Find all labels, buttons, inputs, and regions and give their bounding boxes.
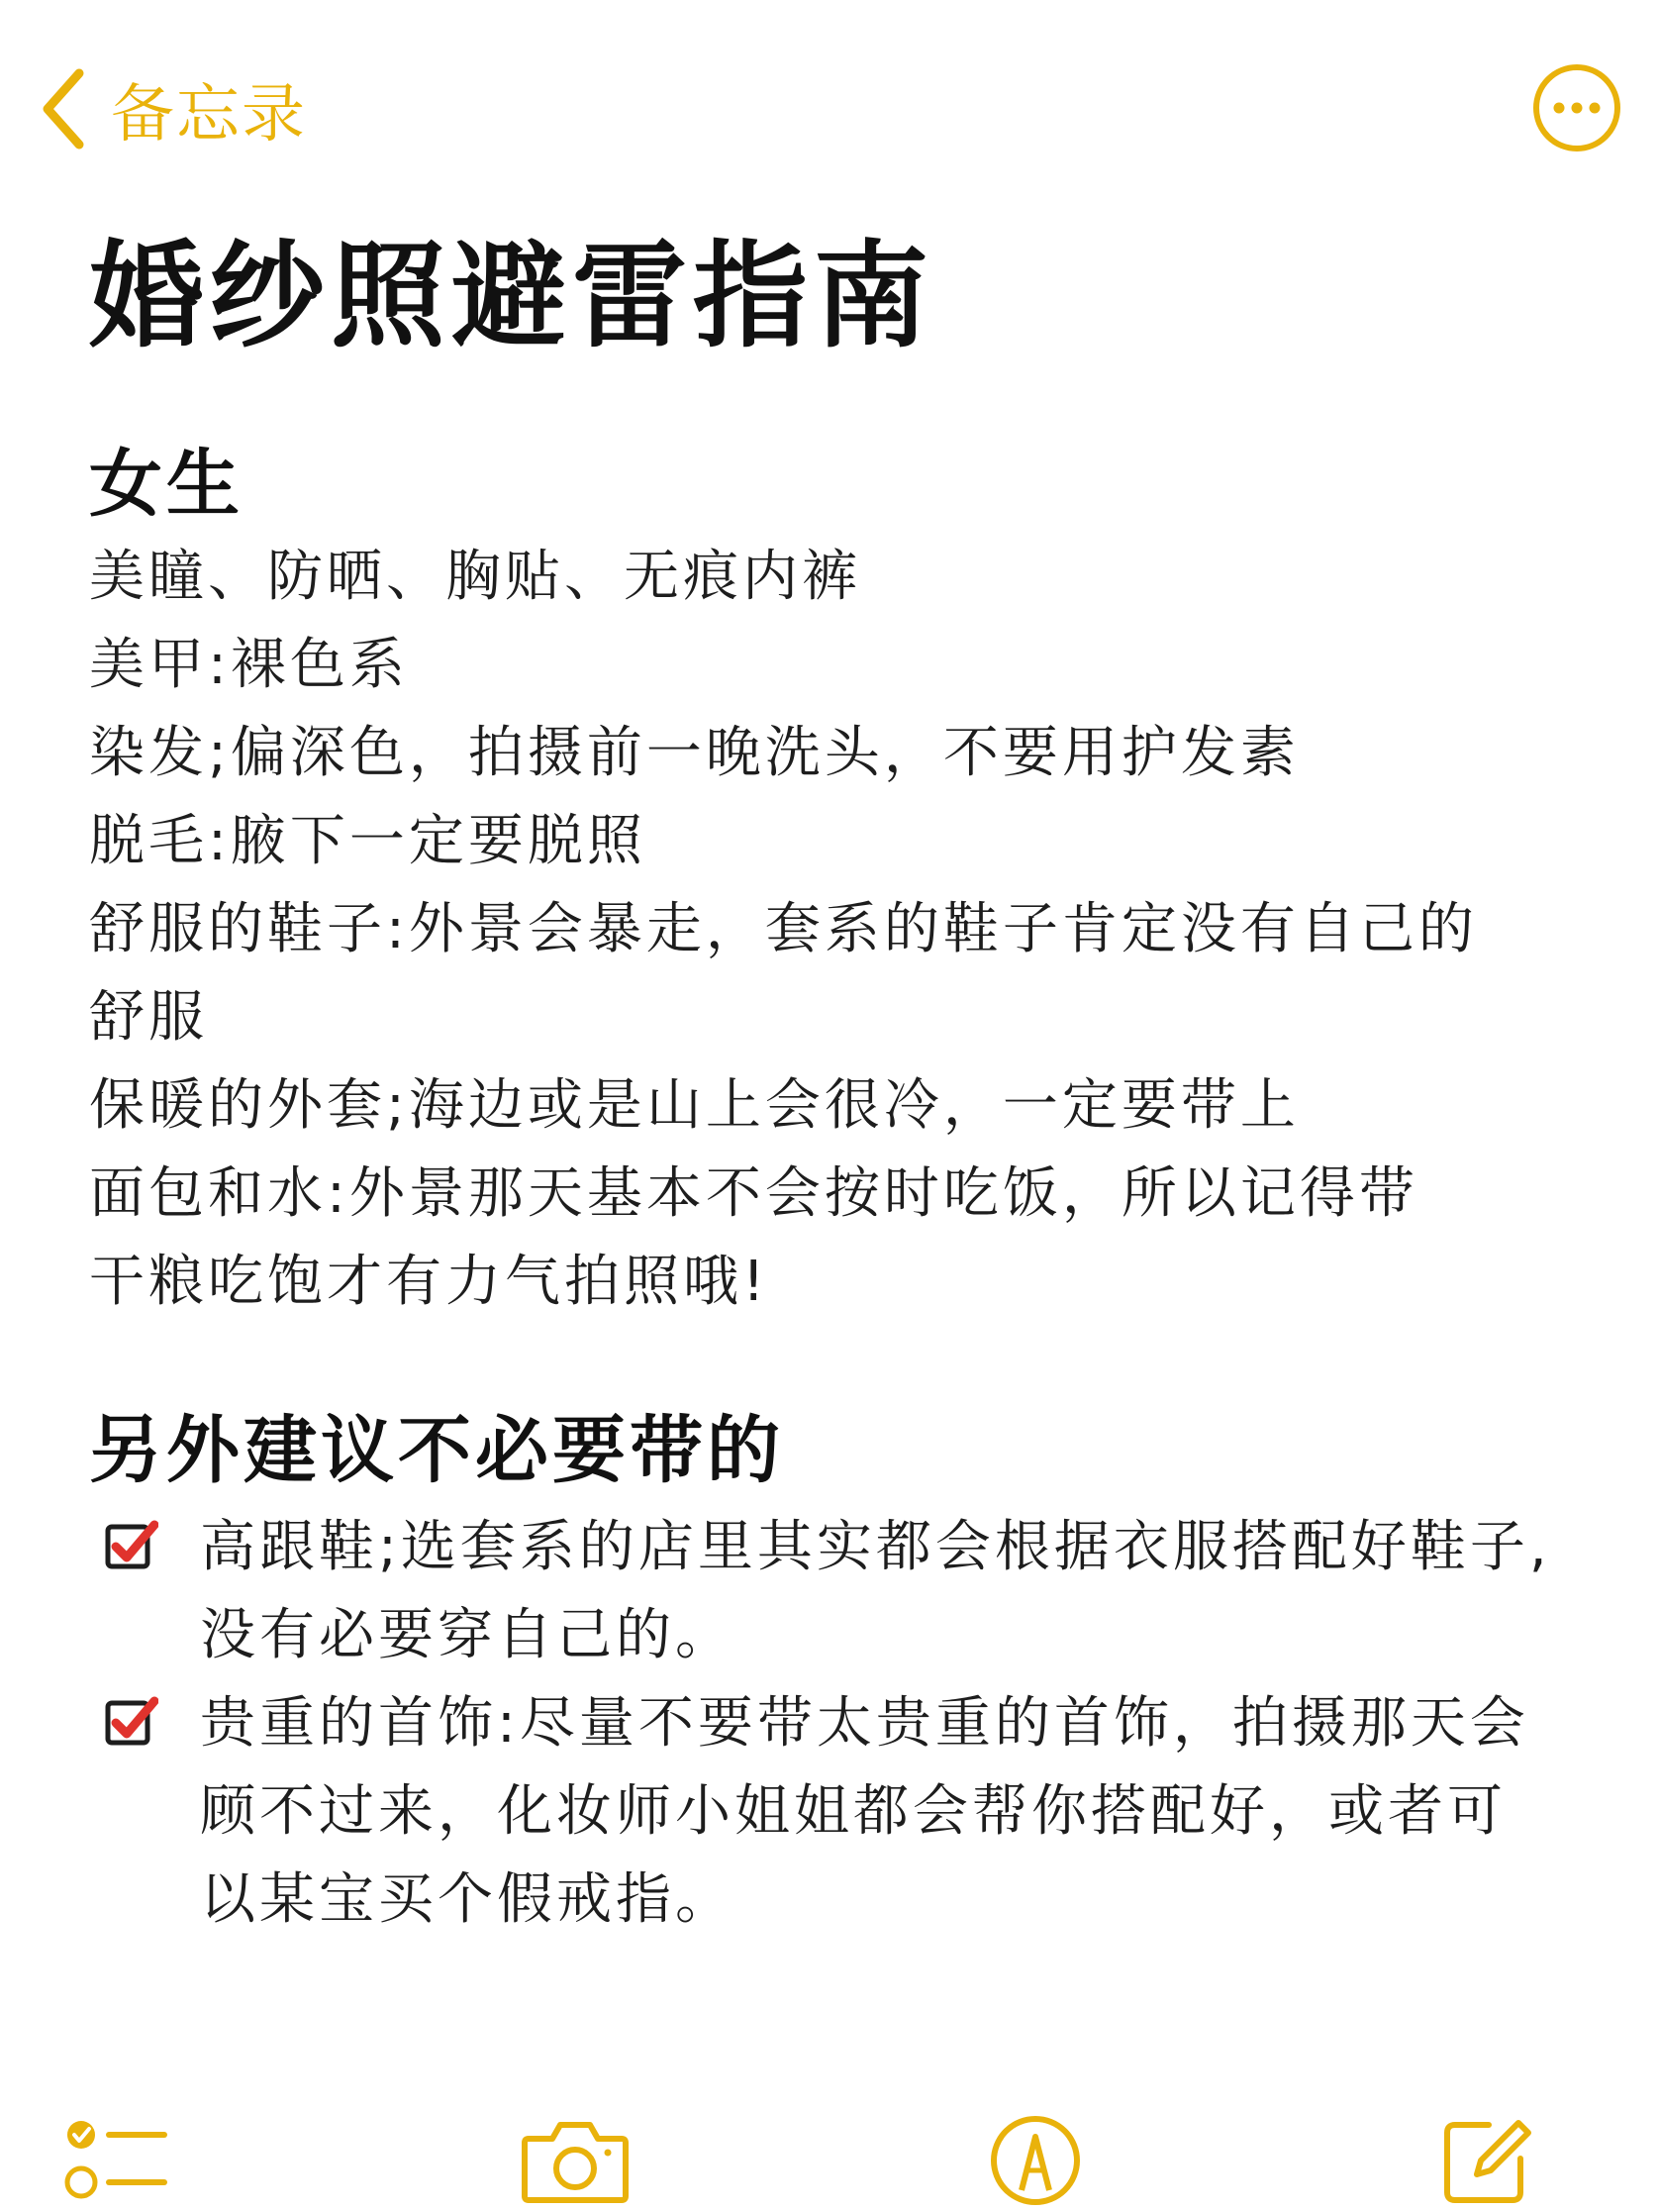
checklist-item [89, 1679, 1633, 1944]
list-item: 干粮吃饱才有力气拍照哦! [89, 1249, 769, 1314]
more-options-button[interactable] [1530, 61, 1623, 154]
note-title: 婚纱照避雷指南 [89, 230, 934, 363]
girls-list [89, 533, 1633, 1326]
markup-pen-icon [988, 2113, 1083, 2208]
list-item: 脱毛:腋下一定要脱照 [89, 808, 646, 873]
checklist-item-text: 以某宝买个假戒指。 [200, 1866, 734, 1932]
checklist-item-text: 高跟鞋;选套系的店里其实都会根据衣服搭配好鞋子, [200, 1514, 1551, 1579]
checklist-item-text: 没有必要穿自己的。 [200, 1602, 734, 1667]
navigation-bar [0, 0, 1659, 208]
camera-button[interactable] [519, 2113, 632, 2208]
back-label: 备忘录 [111, 78, 307, 151]
camera-icon [519, 2113, 632, 2208]
compose-button[interactable] [1437, 2113, 1536, 2208]
chevron-left-icon [40, 67, 85, 151]
checklist-item [89, 1503, 1633, 1679]
section-heading-girls: 女生 [89, 442, 244, 528]
checklist-button[interactable] [61, 2113, 170, 2208]
back-button[interactable] [40, 54, 307, 163]
checklist-icon [61, 2113, 170, 2208]
list-item: 染发;偏深色，拍摄前一晚洗头，不要用护发素 [89, 720, 1300, 785]
markup-button[interactable] [988, 2113, 1083, 2208]
section-heading-not-needed: 另外建议不必要带的 [89, 1407, 784, 1493]
list-item: 美瞳、防晒、胸贴、无痕内裤 [89, 544, 861, 609]
ellipsis-circle-icon [1530, 140, 1623, 158]
checklist-item-text: 顾不过来，化妆师小姐姐都会帮你搭配好，或者可 [200, 1778, 1507, 1844]
checkbox-checked-icon[interactable] [103, 1519, 158, 1574]
bottom-toolbar [0, 2099, 1659, 2212]
list-item: 保暖的外套;海边或是山上会很冷，一定要带上 [89, 1072, 1300, 1138]
list-item: 美甲:裸色系 [89, 632, 409, 697]
list-item: 面包和水:外景那天基本不会按时吃饭，所以记得带 [89, 1160, 1418, 1226]
checklist [89, 1503, 1633, 1944]
checkbox-checked-icon[interactable] [103, 1695, 158, 1751]
checklist-item-text: 贵重的首饰:尽量不要带太贵重的首饰，拍摄那天会 [200, 1690, 1529, 1756]
note-body[interactable] [89, 228, 1633, 1944]
compose-icon [1437, 2113, 1536, 2208]
list-item: 舒服 [89, 984, 208, 1050]
list-item: 舒服的鞋子:外景会暴走，套系的鞋子肯定没有自己的 [89, 896, 1478, 961]
